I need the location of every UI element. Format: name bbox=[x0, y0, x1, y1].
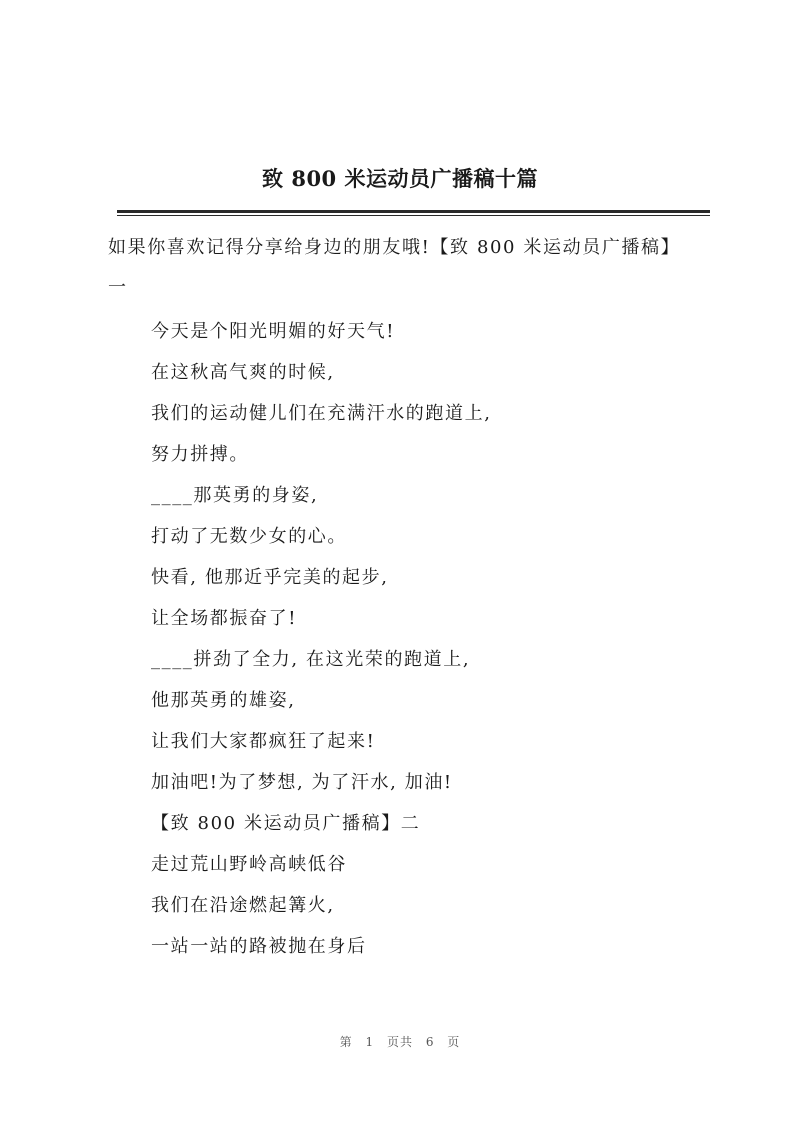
poem-line: 快看, 他那近乎完美的起步, bbox=[151, 567, 389, 588]
footer-total-pages: 6 bbox=[425, 1035, 435, 1049]
poem-line: 在这秋高气爽的时候, bbox=[151, 362, 335, 383]
page-title: 致 800 米运动员广播稿十篇 bbox=[262, 166, 538, 191]
title-divider-thick bbox=[117, 210, 710, 213]
footer-page-number: 1 bbox=[365, 1035, 375, 1049]
poem-line: 我们的运动健儿们在充满汗水的跑道上, bbox=[151, 403, 492, 424]
poem-line: 一站一站的路被抛在身后 bbox=[151, 936, 367, 957]
poem-line: 让我们大家都疯狂了起来! bbox=[151, 731, 376, 752]
poem-line: 走过荒山野岭高峡低谷 bbox=[151, 854, 347, 875]
poem-line: 他那英勇的雄姿, bbox=[151, 690, 296, 711]
footer-suffix: 页 bbox=[447, 1035, 461, 1049]
poem-line: 我们在沿途燃起篝火, bbox=[151, 895, 335, 916]
poem-lines bbox=[151, 311, 711, 967]
poem-line: 努力拼搏。 bbox=[151, 444, 249, 465]
section-heading: 【致 800 米运动员广播稿】二 bbox=[151, 813, 421, 834]
poem-line: 加油吧!为了梦想, 为了汗水, 加油! bbox=[151, 772, 453, 793]
poem-line: 打动了无数少女的心。 bbox=[151, 526, 347, 547]
poem-line: ____那英勇的身姿, bbox=[151, 485, 319, 506]
intro-paragraph: 如果你喜欢记得分享给身边的朋友哦!【致 800 米运动员广播稿】一 bbox=[108, 237, 681, 298]
page-footer bbox=[0, 1033, 800, 1050]
footer-middle: 页共 bbox=[386, 1035, 413, 1049]
poem-line: 让全场都振奋了! bbox=[151, 608, 298, 629]
title-divider-thin bbox=[117, 215, 710, 216]
poem-line: ____拼劲了全力, 在这光荣的跑道上, bbox=[151, 649, 471, 670]
footer-prefix: 第 bbox=[339, 1035, 353, 1049]
poem-line: 今天是个阳光明媚的好天气! bbox=[151, 321, 396, 342]
